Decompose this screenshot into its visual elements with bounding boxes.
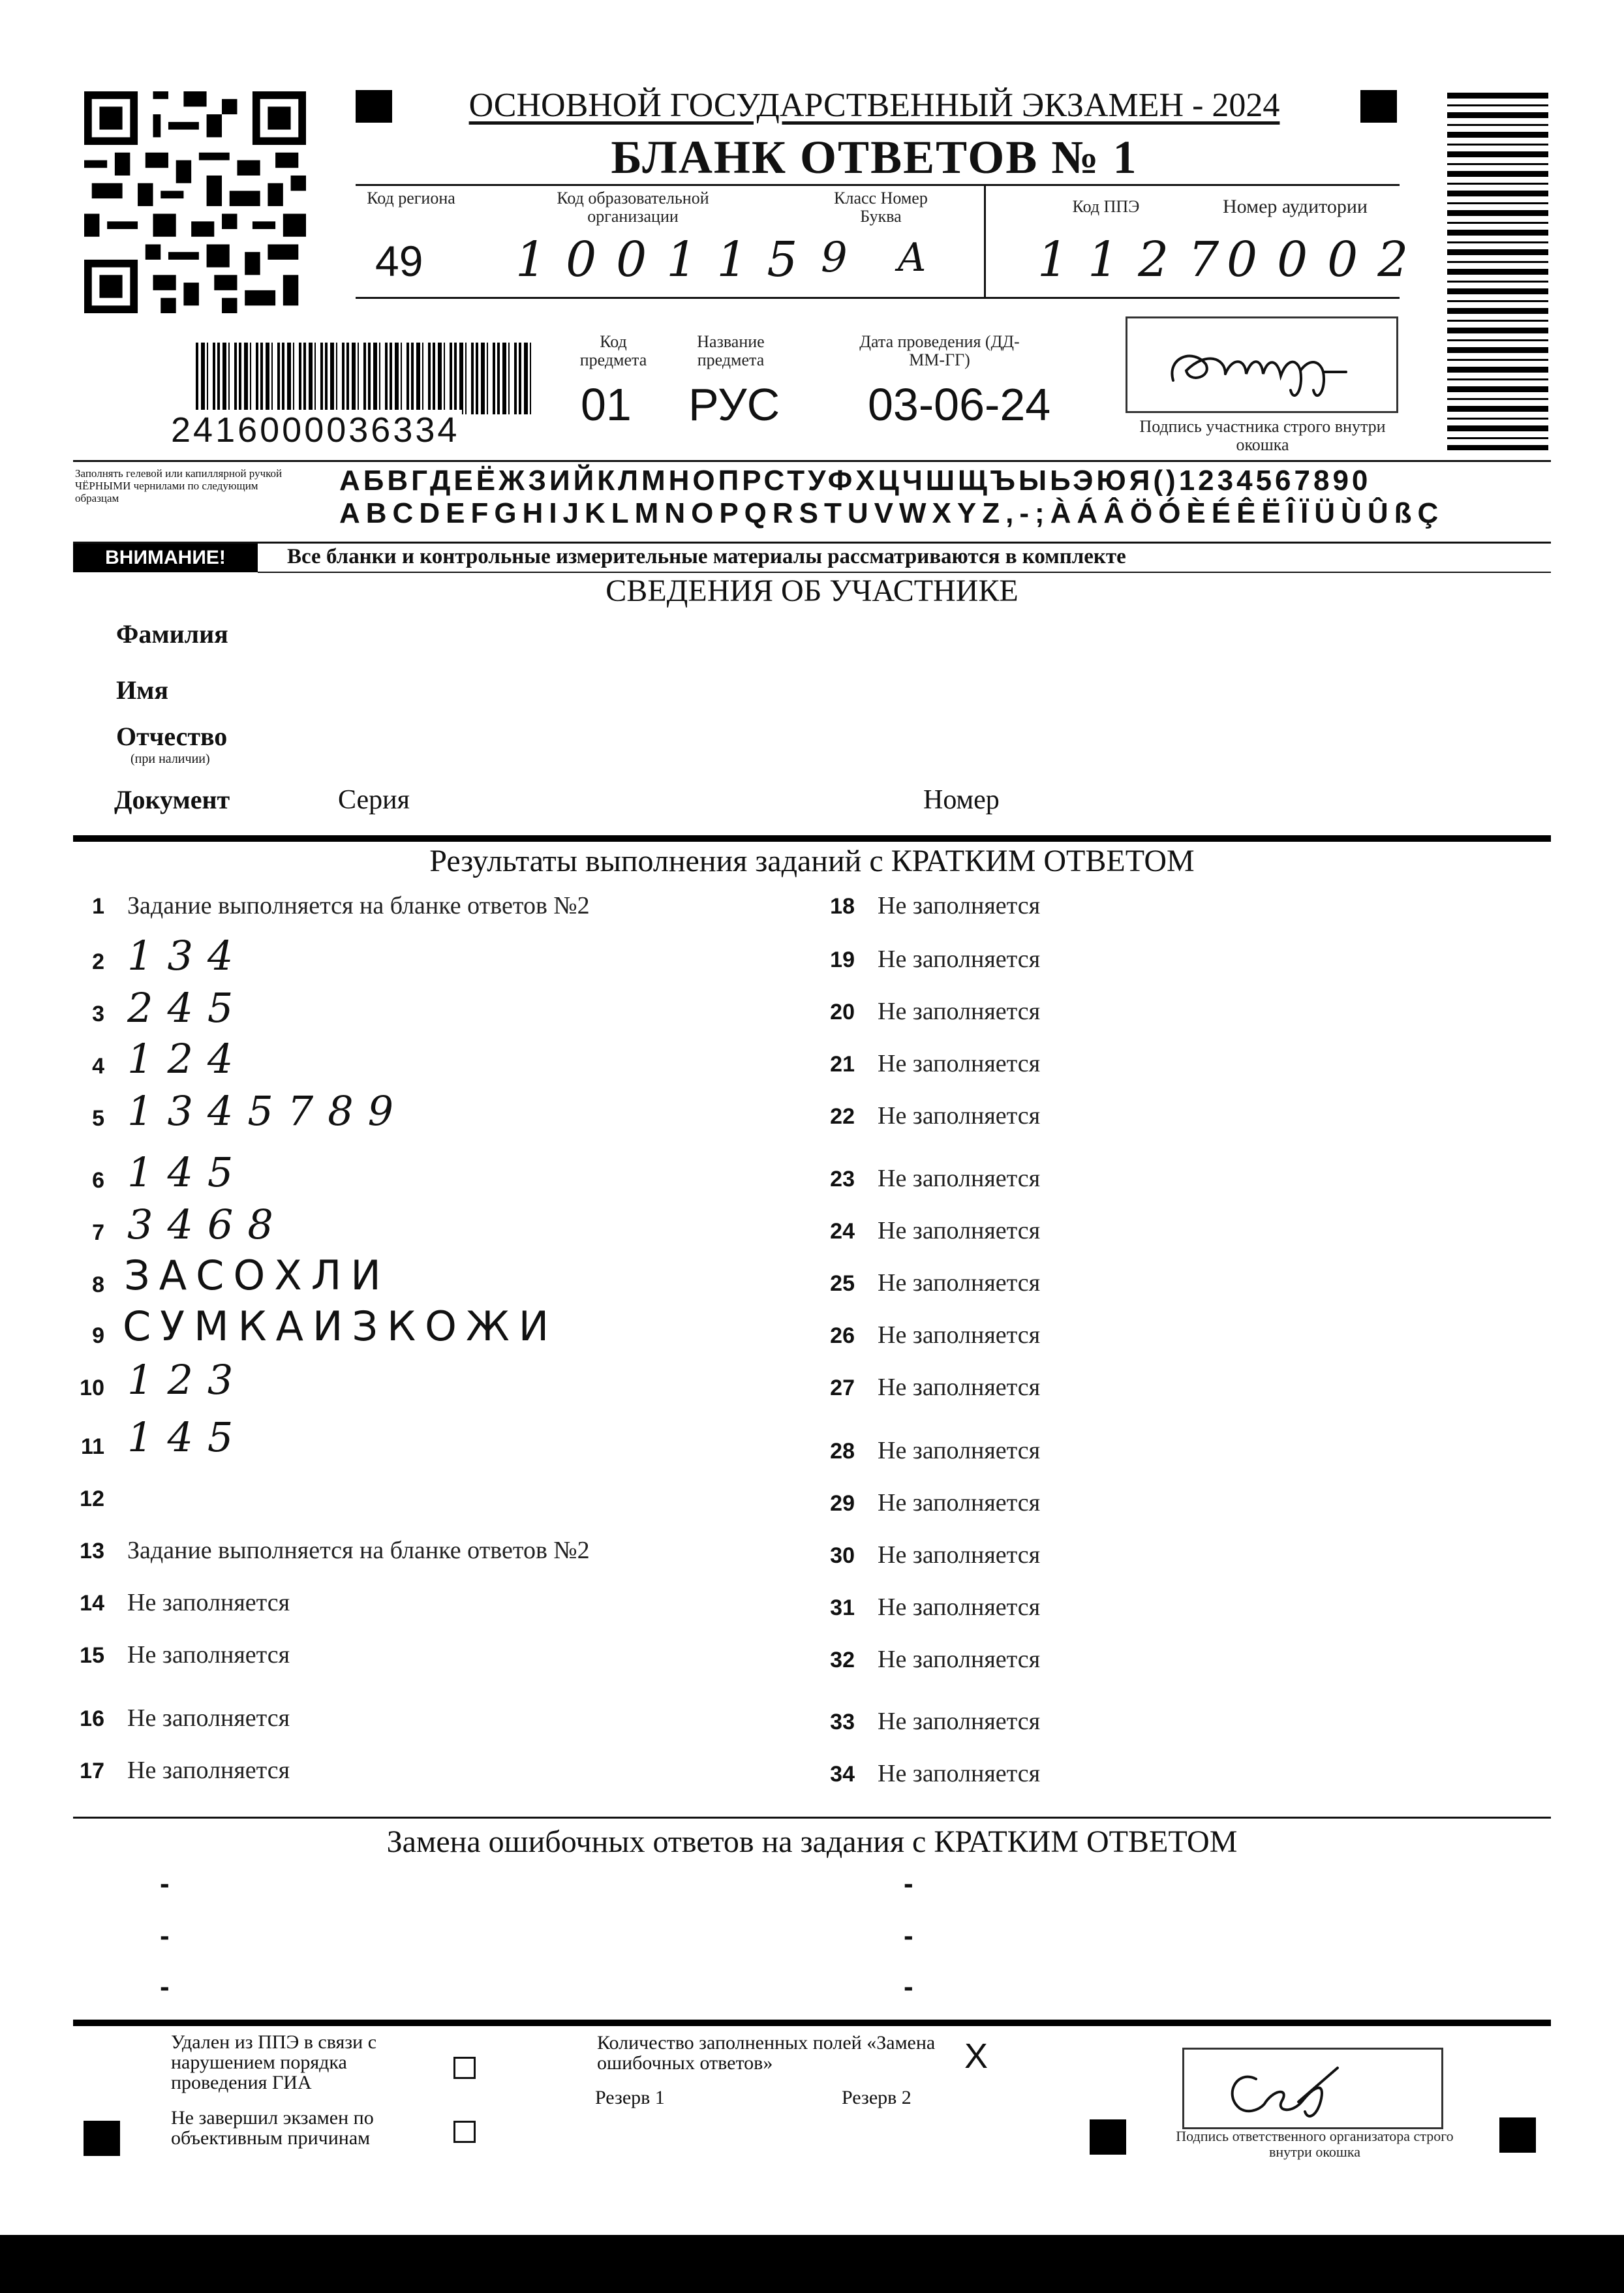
results-right-column xyxy=(816,894,1533,1808)
task-answer[interactable]: 245 xyxy=(127,984,248,1032)
warning-text: Все бланки и контрольные измерительные материалы рассматриваются в комплекте xyxy=(287,545,1126,568)
organizer-signature-scribble-icon xyxy=(1184,2050,1441,2127)
replacement-heading: Замена ошибочных ответов на задания с КРАТКИМ ОТВЕТОМ xyxy=(386,1824,1238,1859)
not-completed-label: Не завершил экзамен по объективным причинам xyxy=(171,2107,374,2149)
alignment-marker xyxy=(84,2121,120,2156)
task-number: 2 xyxy=(92,949,104,974)
task-note: Не заполняется xyxy=(878,1489,1041,1516)
name-label: Имя xyxy=(116,675,168,705)
class-number-value: 9 xyxy=(821,234,867,282)
task-note: Не заполняется xyxy=(878,1165,1041,1192)
subject-name-label: Название предмета xyxy=(697,332,765,369)
task-number: 26 xyxy=(830,1323,855,1348)
task-number: 30 xyxy=(830,1543,855,1568)
codes-bottom-rule xyxy=(356,297,1400,299)
task-number: 12 xyxy=(80,1486,104,1511)
results-bottom-rule xyxy=(73,1817,1551,1819)
replacement-slot[interactable]: - xyxy=(904,1920,913,1952)
task-note: Не заполняется xyxy=(878,1593,1041,1621)
task-number: 10 xyxy=(80,1376,104,1400)
task-answer[interactable]: ЗАСОХЛИ xyxy=(124,1252,390,1299)
task-number: 31 xyxy=(830,1595,855,1620)
task-answer[interactable]: 145 xyxy=(127,1413,248,1461)
task-note: Не заполняется xyxy=(878,1437,1041,1464)
task-number: 6 xyxy=(92,1168,104,1193)
task-answer[interactable]: 124 xyxy=(127,1035,248,1083)
codes-top-rule xyxy=(356,184,1400,186)
task-number: 22 xyxy=(830,1104,855,1129)
task-note: Не заполняется xyxy=(878,1050,1041,1077)
class-letter-value: А xyxy=(897,235,947,281)
task-number: 29 xyxy=(830,1491,855,1516)
alignment-marker xyxy=(1499,2117,1536,2153)
task-number: 3 xyxy=(92,1002,104,1026)
task-note: Не заполняется xyxy=(127,1757,290,1784)
codes-divider xyxy=(984,184,986,299)
replacement-slot[interactable]: - xyxy=(904,1868,913,1900)
stripe-barcode xyxy=(1447,93,1548,450)
patronymic-note: (при наличии) xyxy=(130,752,210,766)
exam-date-value: 03-06-24 xyxy=(868,379,1051,430)
results-top-rule xyxy=(73,835,1551,842)
qr-code-icon xyxy=(78,91,312,313)
task-number: 13 xyxy=(80,1539,104,1563)
task-answer[interactable]: 134 xyxy=(127,932,248,979)
task-note: Не заполняется xyxy=(127,1641,290,1669)
alphabet-rule xyxy=(73,460,1551,462)
task-number: 27 xyxy=(830,1376,855,1400)
removed-checkbox[interactable] xyxy=(453,2057,476,2079)
replacement-count-value[interactable]: X xyxy=(964,2037,988,2076)
results-heading: Результаты выполнения заданий с КРАТКИМ ОТВЕТОМ xyxy=(429,844,1195,878)
region-code-label: Код региона xyxy=(367,189,455,208)
task-note: Не заполняется xyxy=(127,1589,290,1616)
fill-instruction: Заполнять гелевой или капиллярной ручкой ЧЁРНЫМИ чернилами по следующим образцам xyxy=(75,467,283,504)
organizer-signature-box[interactable] xyxy=(1182,2048,1443,2129)
warning-rule xyxy=(73,542,1551,544)
document-label: Документ xyxy=(114,785,230,814)
task-answer[interactable]: 145 xyxy=(127,1148,248,1196)
region-code-value: 49 xyxy=(375,237,423,285)
task-answer[interactable]: СУМКАИЗКОЖИ xyxy=(123,1302,559,1350)
task-number: 1 xyxy=(92,894,104,919)
task-number: 8 xyxy=(92,1272,104,1297)
reserve-1[interactable]: Резерв 1 xyxy=(595,2087,665,2108)
results-left-column xyxy=(65,894,783,1808)
number-label: Номер xyxy=(923,785,1000,815)
task-number: 7 xyxy=(92,1220,104,1245)
replacement-slot[interactable]: - xyxy=(904,1971,913,2003)
subject-code-label: Код предмета xyxy=(579,332,647,369)
surname-label: Фамилия xyxy=(116,619,228,649)
task-note: Не заполняется xyxy=(878,1374,1041,1401)
org-code-value: 100115 xyxy=(515,232,818,288)
task-number: 20 xyxy=(830,1000,855,1024)
task-note: Задание выполняется на бланке ответов №2 xyxy=(127,892,590,919)
task-note: Не заполняется xyxy=(878,1217,1041,1244)
task-number: 32 xyxy=(830,1648,855,1672)
replacement-slot[interactable]: - xyxy=(160,1971,170,2003)
alignment-marker xyxy=(1090,2119,1126,2155)
task-number: 25 xyxy=(830,1271,855,1296)
task-number: 9 xyxy=(92,1323,104,1348)
form-title: БЛАНК ОТВЕТОВ № 1 xyxy=(611,131,1138,183)
not-completed-checkbox[interactable] xyxy=(453,2121,476,2143)
task-number: 24 xyxy=(830,1219,855,1244)
task-answer[interactable]: 1345789 xyxy=(127,1087,408,1135)
reserve-2[interactable]: Резерв 2 xyxy=(842,2087,912,2108)
exam-title: ОСНОВНОЙ ГОСУДАРСТВЕННЫЙ ЭКЗАМЕН - 2024 xyxy=(468,87,1280,124)
participant-heading: СВЕДЕНИЯ ОБ УЧАСТНИКЕ xyxy=(605,574,1019,608)
task-note: Не заполняется xyxy=(127,1704,290,1732)
latin-sample: ABCDEFGHIJKLMNOPQRSTUVWXYZ,-;ÀÁÂÖÓÈÉÊËÎÏÜÙÛßÇ xyxy=(339,497,1445,529)
task-number: 14 xyxy=(80,1591,104,1616)
task-note: Задание выполняется на бланке ответов №2 xyxy=(127,1537,590,1564)
patronymic-label: Отчество xyxy=(116,722,228,751)
barcode-number: 2416000036334 xyxy=(168,410,462,450)
room-value: 0002 xyxy=(1227,232,1428,288)
task-note: Не заполняется xyxy=(878,946,1041,973)
scan-border xyxy=(0,2235,1624,2293)
task-note: Не заполняется xyxy=(878,1321,1041,1349)
task-note: Не заполняется xyxy=(878,892,1041,919)
room-label: Номер аудитории xyxy=(1223,196,1368,217)
task-number: 23 xyxy=(830,1167,855,1192)
linear-barcode xyxy=(196,343,535,414)
task-number: 4 xyxy=(92,1054,104,1079)
task-number: 28 xyxy=(830,1439,855,1464)
participant-signature-box[interactable] xyxy=(1126,316,1398,413)
org-code-label: Код образовательной организации xyxy=(557,189,709,226)
task-number: 34 xyxy=(830,1762,855,1787)
task-note: Не заполняется xyxy=(878,1269,1041,1297)
alignment-marker xyxy=(356,90,392,123)
class-label: Класс Номер Буква xyxy=(834,189,928,226)
replacement-slot[interactable]: - xyxy=(160,1920,170,1952)
replacement-count-label: Количество заполненных полей «Замена ошибочных ответов» xyxy=(597,2032,936,2074)
task-number: 16 xyxy=(80,1706,104,1731)
replacement-slot[interactable]: - xyxy=(160,1868,170,1900)
subject-name-value: РУС xyxy=(688,379,780,430)
ppe-code-value: 1127 xyxy=(1037,232,1239,288)
series-label: Серия xyxy=(338,785,410,815)
task-number: 17 xyxy=(80,1759,104,1783)
exam-date-label: Дата проведения (ДД-ММ-ГГ) xyxy=(859,332,1020,369)
task-number: 18 xyxy=(830,894,855,919)
task-answer[interactable]: 123 xyxy=(127,1356,248,1404)
task-note: Не заполняется xyxy=(878,1541,1041,1569)
task-number: 11 xyxy=(81,1434,104,1459)
task-number: 19 xyxy=(830,947,855,972)
task-answer[interactable]: 3468 xyxy=(127,1201,288,1248)
signature-scribble-icon xyxy=(1127,318,1396,411)
subject-code-value: 01 xyxy=(581,379,632,430)
footer-top-rule xyxy=(73,2020,1551,2026)
task-note: Не заполняется xyxy=(878,1708,1041,1735)
alignment-marker xyxy=(1360,90,1397,123)
organizer-signature-caption: Подпись ответственного организатора строго внутри окошка xyxy=(1176,2128,1454,2160)
participant-signature-caption: Подпись участника строго внутри окошка xyxy=(1139,417,1386,454)
task-number: 5 xyxy=(92,1106,104,1131)
task-note: Не заполняется xyxy=(878,1646,1041,1673)
task-number: 33 xyxy=(830,1710,855,1734)
cyrillic-sample: АБВГДЕЁЖЗИЙКЛМНОПРСТУФХЦЧШЩЪЫЬЭЮЯ()1234567890 xyxy=(339,465,1371,497)
removed-label: Удален из ППЭ в связи с нарушением порядка проведения ГИА xyxy=(171,2031,377,2093)
task-note: Не заполняется xyxy=(878,1760,1041,1787)
task-number: 15 xyxy=(80,1643,104,1668)
warning-badge: ВНИМАНИЕ! xyxy=(73,544,258,572)
task-note: Не заполняется xyxy=(878,998,1041,1025)
ppe-code-label: Код ППЭ xyxy=(1072,197,1140,216)
task-number: 21 xyxy=(830,1052,855,1077)
task-note: Не заполняется xyxy=(878,1102,1041,1130)
